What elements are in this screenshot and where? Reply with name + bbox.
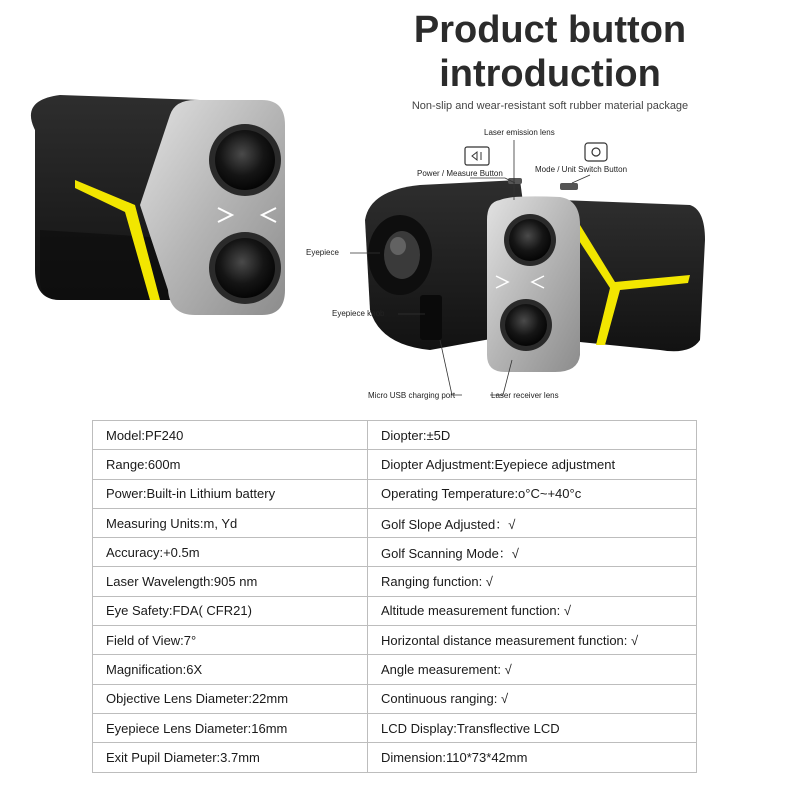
label-laser-receiver-lens: Laser receiver lens	[491, 391, 559, 400]
mode-button-icon	[584, 142, 608, 162]
label-power-measure-button: Power / Measure Button	[417, 169, 503, 178]
spec-eyepiece-lens: Eyepiece Lens Diameter:16mm	[93, 713, 368, 742]
spec-field-of-view: Field of View:7°	[93, 626, 368, 655]
spec-measuring-units: Measuring Units:m, Yd	[93, 508, 368, 537]
spec-horizontal-distance: Horizontal distance measurement function: √	[368, 626, 697, 655]
table-row	[93, 538, 697, 567]
table-row	[93, 450, 697, 479]
spec-magnification: Magnification:6X	[93, 655, 368, 684]
spec-altitude-measurement: Altitude measurement function: √	[368, 596, 697, 625]
table-row	[93, 596, 697, 625]
spec-accuracy: Accuracy:+0.5m	[93, 538, 368, 567]
laser-emission-lens	[509, 219, 551, 261]
spec-diopter-adjustment: Diopter Adjustment:Eyepiece adjustment	[368, 450, 697, 479]
spec-eye-safety: Eye Safety:FDA( CFR21)	[93, 596, 368, 625]
table-row	[93, 479, 697, 508]
label-eyepiece: Eyepiece	[306, 248, 339, 257]
power-measure-button	[508, 178, 522, 184]
spec-exit-pupil: Exit Pupil Diameter:3.7mm	[93, 743, 368, 772]
spec-lcd-display: LCD Display:Transflective LCD	[368, 713, 697, 742]
spec-angle-measurement: Angle measurement: √	[368, 655, 697, 684]
spec-operating-temperature: Operating Temperature:o°C~+40°c	[368, 479, 697, 508]
label-micro-usb-port: Micro USB charging port	[368, 391, 456, 400]
spec-diopter: Diopter:±5D	[368, 421, 697, 450]
table-row	[93, 567, 697, 596]
table-row	[93, 713, 697, 742]
table-row	[93, 684, 697, 713]
lens-bottom-front	[215, 238, 275, 298]
spec-dimension: Dimension:110*73*42mm	[368, 743, 697, 772]
table-row	[93, 743, 697, 772]
label-eyepiece-knob: Eyepiece knob	[332, 309, 385, 318]
laser-receiver-lens	[505, 304, 547, 346]
spec-range: Range:600m	[93, 450, 368, 479]
specs-table	[92, 420, 697, 773]
usb-port-cover	[420, 295, 442, 340]
spec-golf-slope: Golf Slope Adjusted：√	[368, 508, 697, 537]
table-row	[93, 655, 697, 684]
spec-golf-scanning: Golf Scanning Mode：√	[368, 538, 697, 567]
table-row	[93, 508, 697, 537]
mode-unit-button	[560, 183, 578, 190]
power-button-icon	[464, 146, 490, 166]
rangefinder-side-view	[487, 183, 705, 372]
spec-ranging-function: Ranging function: √	[368, 567, 697, 596]
subtitle: Non-slip and wear-resistant soft rubber material package	[411, 100, 689, 112]
label-laser-emission-lens: Laser emission lens	[484, 128, 555, 137]
rangefinder-front-view	[31, 95, 285, 315]
spec-laser-wavelength: Laser Wavelength:905 nm	[93, 567, 368, 596]
spec-continuous-ranging: Continuous ranging: √	[368, 684, 697, 713]
spec-model: Model:PF240	[93, 421, 368, 450]
title-line-2: introduction	[439, 53, 661, 95]
table-row	[93, 626, 697, 655]
label-mode-unit-switch-button: Mode / Unit Switch Button	[535, 165, 628, 174]
spec-power: Power:Built-in Lithium battery	[93, 479, 368, 508]
table-row	[93, 421, 697, 450]
title-line-1: Product button	[413, 9, 687, 51]
spec-objective-lens: Objective Lens Diameter:22mm	[93, 684, 368, 713]
lens-top-front	[215, 130, 275, 190]
